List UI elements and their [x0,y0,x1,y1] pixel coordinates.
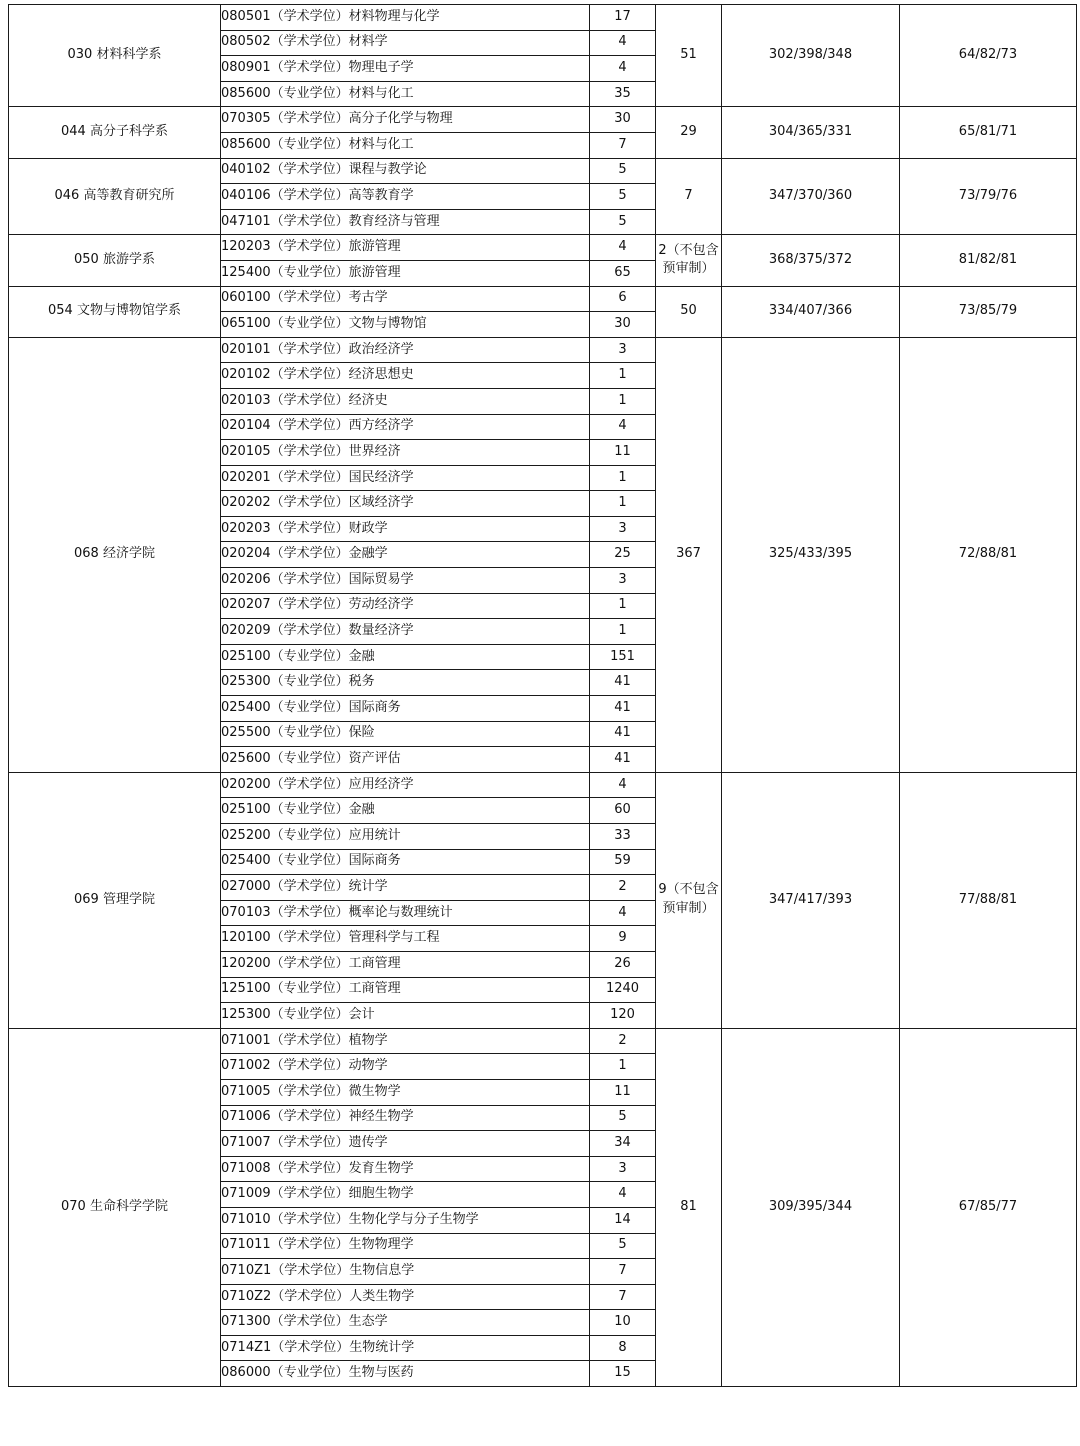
major-name: 025300（专业学位）税务 [221,670,590,696]
plan-count: 25 [590,542,656,568]
plan-count: 1 [590,363,656,389]
plan-count: 10 [590,1310,656,1336]
plan-count: 120 [590,1003,656,1029]
plan-count: 5 [590,184,656,210]
score-ratio: 77/88/81 [900,772,1077,1028]
major-name: 070103（学术学位）概率论与数理统计 [221,900,590,926]
department-name: 050 旅游学系 [9,235,221,286]
plan-count: 5 [590,209,656,235]
major-name: 071008（学术学位）发育生物学 [221,1156,590,1182]
plan-count: 7 [590,1284,656,1310]
table-row [9,158,1077,184]
score-range: 347/417/393 [722,772,900,1028]
plan-count: 14 [590,1207,656,1233]
score-ratio: 65/81/71 [900,107,1077,158]
score-ratio: 73/79/76 [900,158,1077,235]
department-total: 367 [656,337,722,772]
score-range: 347/370/360 [722,158,900,235]
major-name: 120100（学术学位）管理科学与工程 [221,926,590,952]
major-name: 071007（学术学位）遗传学 [221,1131,590,1157]
major-name: 025500（专业学位）保险 [221,721,590,747]
major-name: 085600（专业学位）材料与化工 [221,81,590,107]
major-name: 071010（学术学位）生物化学与分子生物学 [221,1207,590,1233]
major-name: 025200（专业学位）应用统计 [221,824,590,850]
score-range: 368/375/372 [722,235,900,286]
plan-count: 5 [590,1105,656,1131]
major-name: 086000（专业学位）生物与医药 [221,1361,590,1387]
plan-count: 1240 [590,977,656,1003]
plan-count: 7 [590,132,656,158]
table-row [9,286,1077,312]
major-name: 080901（学术学位）物理电子学 [221,56,590,82]
plan-count: 3 [590,568,656,594]
major-name: 025400（专业学位）国际商务 [221,849,590,875]
major-name: 0710Z1（学术学位）生物信息学 [221,1259,590,1285]
score-ratio: 64/82/73 [900,5,1077,107]
major-name: 040102（学术学位）课程与教学论 [221,158,590,184]
score-ratio: 67/85/77 [900,1028,1077,1386]
department-name: 054 文物与博物馆学系 [9,286,221,337]
major-name: 071011（学术学位）生物物理学 [221,1233,590,1259]
table-row [9,5,1077,31]
major-name: 020104（学术学位）西方经济学 [221,414,590,440]
department-name: 030 材料科学系 [9,5,221,107]
plan-count: 5 [590,158,656,184]
plan-count: 4 [590,235,656,261]
major-name: 0710Z2（学术学位）人类生物学 [221,1284,590,1310]
major-name: 080502（学术学位）材料学 [221,30,590,56]
department-name: 069 管理学院 [9,772,221,1028]
table-body [9,5,1077,1387]
major-name: 060100（学术学位）考古学 [221,286,590,312]
plan-count: 4 [590,414,656,440]
major-name: 025600（专业学位）资产评估 [221,747,590,773]
plan-count: 2 [590,1028,656,1054]
score-range: 304/365/331 [722,107,900,158]
department-total: 51 [656,5,722,107]
major-name: 071300（学术学位）生态学 [221,1310,590,1336]
plan-count: 41 [590,721,656,747]
major-name: 0714Z1（学术学位）生物统计学 [221,1335,590,1361]
plan-count: 1 [590,388,656,414]
major-name: 120200（学术学位）工商管理 [221,951,590,977]
department-total: 81 [656,1028,722,1386]
major-name: 071009（学术学位）细胞生物学 [221,1182,590,1208]
major-name: 020204（学术学位）金融学 [221,542,590,568]
major-name: 020209（学术学位）数量经济学 [221,619,590,645]
plan-count: 7 [590,1259,656,1285]
major-name: 120203（学术学位）旅游管理 [221,235,590,261]
major-name: 027000（学术学位）统计学 [221,875,590,901]
major-name: 025100（专业学位）金融 [221,798,590,824]
plan-count: 11 [590,440,656,466]
plan-count: 11 [590,1079,656,1105]
plan-count: 4 [590,772,656,798]
plan-count: 1 [590,1054,656,1080]
major-name: 125300（专业学位）会计 [221,1003,590,1029]
department-name: 070 生命科学学院 [9,1028,221,1386]
major-name: 040106（学术学位）高等教育学 [221,184,590,210]
major-name: 085600（专业学位）材料与化工 [221,132,590,158]
plan-count: 6 [590,286,656,312]
major-name: 125100（专业学位）工商管理 [221,977,590,1003]
department-name: 044 高分子科学系 [9,107,221,158]
department-total: 50 [656,286,722,337]
major-name: 080501（学术学位）材料物理与化学 [221,5,590,31]
plan-count: 59 [590,849,656,875]
major-name: 070305（学术学位）高分子化学与物理 [221,107,590,133]
score-range: 334/407/366 [722,286,900,337]
major-name: 071006（学术学位）神经生物学 [221,1105,590,1131]
plan-count: 1 [590,491,656,517]
major-name: 025100（专业学位）金融 [221,644,590,670]
plan-count: 41 [590,696,656,722]
department-name: 046 高等教育研究所 [9,158,221,235]
major-name: 020201（学术学位）国民经济学 [221,465,590,491]
major-name: 020203（学术学位）财政学 [221,516,590,542]
score-ratio: 73/85/79 [900,286,1077,337]
major-name: 125400（专业学位）旅游管理 [221,260,590,286]
plan-count: 5 [590,1233,656,1259]
department-name: 068 经济学院 [9,337,221,772]
plan-count: 8 [590,1335,656,1361]
table-row [9,1028,1077,1054]
plan-count: 9 [590,926,656,952]
plan-count: 34 [590,1131,656,1157]
plan-count: 2 [590,875,656,901]
plan-count: 3 [590,516,656,542]
major-name: 020101（学术学位）政治经济学 [221,337,590,363]
major-name: 020105（学术学位）世界经济 [221,440,590,466]
plan-count: 4 [590,1182,656,1208]
score-range: 325/433/395 [722,337,900,772]
table-row [9,337,1077,363]
plan-count: 4 [590,900,656,926]
major-name: 020200（学术学位）应用经济学 [221,772,590,798]
major-name: 047101（学术学位）教育经济与管理 [221,209,590,235]
table-row [9,772,1077,798]
score-range: 309/395/344 [722,1028,900,1386]
plan-count: 65 [590,260,656,286]
table-row [9,235,1077,261]
plan-count: 41 [590,670,656,696]
plan-count: 60 [590,798,656,824]
major-name: 020207（学术学位）劳动经济学 [221,593,590,619]
major-name: 065100（专业学位）文物与博物馆 [221,312,590,338]
plan-count: 30 [590,107,656,133]
plan-count: 1 [590,593,656,619]
major-name: 020102（学术学位）经济思想史 [221,363,590,389]
plan-count: 3 [590,1156,656,1182]
major-name: 020103（学术学位）经济史 [221,388,590,414]
plan-count: 3 [590,337,656,363]
score-range: 302/398/348 [722,5,900,107]
department-total: 9（不包含预审制） [656,772,722,1028]
plan-count: 41 [590,747,656,773]
plan-count: 26 [590,951,656,977]
plan-count: 17 [590,5,656,31]
score-ratio: 72/88/81 [900,337,1077,772]
plan-count: 4 [590,56,656,82]
major-name: 071005（学术学位）微生物学 [221,1079,590,1105]
major-name: 071001（学术学位）植物学 [221,1028,590,1054]
plan-count: 1 [590,619,656,645]
major-name: 020202（学术学位）区域经济学 [221,491,590,517]
score-ratio: 81/82/81 [900,235,1077,286]
major-name: 020206（学术学位）国际贸易学 [221,568,590,594]
plan-count: 4 [590,30,656,56]
major-name: 025400（专业学位）国际商务 [221,696,590,722]
plan-count: 151 [590,644,656,670]
plan-count: 30 [590,312,656,338]
department-total: 29 [656,107,722,158]
admissions-table [8,4,1077,1387]
major-name: 071002（学术学位）动物学 [221,1054,590,1080]
department-total: 2（不包含预审制） [656,235,722,286]
plan-count: 15 [590,1361,656,1387]
table-row [9,107,1077,133]
plan-count: 33 [590,824,656,850]
plan-count: 1 [590,465,656,491]
plan-count: 35 [590,81,656,107]
department-total: 7 [656,158,722,235]
